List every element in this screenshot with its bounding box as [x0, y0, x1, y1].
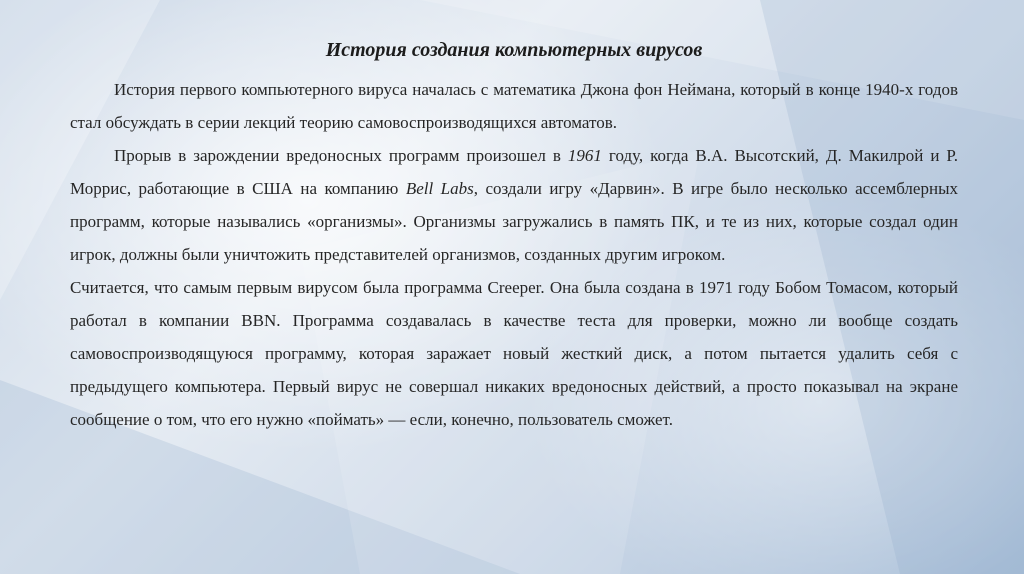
slide-content	[70, 30, 958, 436]
paragraph-darwin-part1: Прорыв в зарождении вредоносных программ произошел в	[114, 146, 568, 165]
slide-title: История создания компьютерных вирусов	[325, 39, 703, 61]
paragraph-darwin-game	[70, 139, 958, 271]
paragraph-von-neumann: История первого компьютерного вируса началась с математика Джона фон Неймана, который в конце 1940-х годов стал обсуждать в серии лекций теорию самовоспроизводящихся автоматов.	[70, 80, 958, 132]
year-1961: 1961	[567, 146, 602, 165]
paragraph-darwin-part2: году, когда В.А. Высотский, Д. Макилрой и Р. Моррис, работающие в США на компанию	[70, 146, 959, 198]
paragraph-darwin-part3: , создали игру «Дарвин». В игре было несколько ассемблерных программ, которые назывались «организмы». Организмы загружались в память ПК, и те из них, которые создал один игрок, должны были уничтожить представителей организмов, созданных другим игроком.	[70, 179, 958, 264]
paragraph-creeper: Считается, что самым первым вирусом была программа Creeper. Она была создана в 1971 году Бобом Томасом, который работал в компании BBN. Программа создавалась в качестве теста для проверки, можно ли вообще создать самовоспроизводящуюся программу, которая заражает новый жесткий диск, а потом пытается удалить себя с предыдущего компьютера. Первый вирус не совершал никаких вредоносных действий, а просто показывал на экране сообщение о том, что его нужно «поймать» — если, конечно, пользователь сможет.	[70, 278, 958, 429]
company-bell-labs: Bell Labs	[405, 179, 474, 198]
